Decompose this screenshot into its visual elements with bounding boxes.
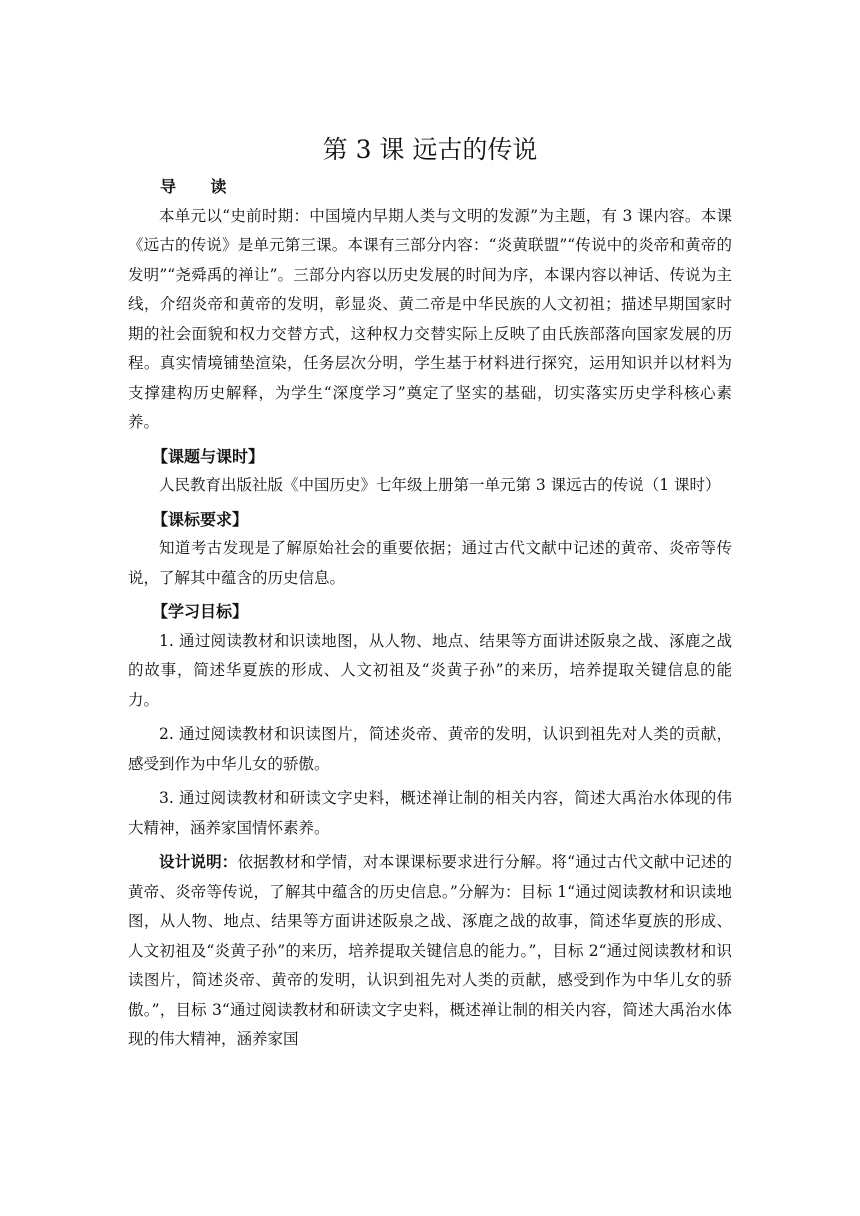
design-note-text: 依据教材和学情，对本课课标要求进行分解。将“通过古代文献中记述的黄帝、炎帝等传说，了解其中蕴含的历史信息。”分解为：目标 1“通过阅读教材和识读地图，从人物、地点、结果等方面讲述阪泉之战、涿鹿之战的故事，简述华夏族的形成、人文初祖及“炎黄子孙”的来历，培养提取关键信息的能力。”，目标 2“通过阅读教材和识读图片，简述炎帝、黄帝的发明，认识到祖先对人类的贡献，感受到作为中华儿女的骄傲。”，目标 3“通过阅读教材和研读文字史料，概述禅让制的相关内容，简述大禹治水体现的伟大精神，涵养家国 [128, 853, 732, 1048]
topic-paragraph: 人民教育出版社版《中国历史》七年级上册第一单元第 3 课远古的传说（1 课时） [159, 476, 721, 494]
objective-item-1: 1. 通过阅读教材和识读地图，从人物、地点、结果等方面讲述阪泉之战、涿鹿之战的故事，简述华夏族的形成、人文初祖及“炎黄子孙”的来历，培养提取关键信息的能力。 [128, 631, 732, 709]
objective-item-3: 3. 通过阅读教材和研读文字史料，概述禅让制的相关内容，简述大禹治水体现的伟大精神，涵养家国情怀素养。 [128, 789, 732, 837]
design-note-label: 设计说明： [159, 853, 238, 871]
document-page [128, 130, 732, 1055]
guide-heading: 导 读 [160, 177, 241, 196]
objectives-heading: 【学习目标】 [152, 602, 249, 621]
standard-paragraph: 知道考古发现是了解原始社会的重要依据；通过古代文献中记述的黄帝、炎帝等传说，了解其中蕴含的历史信息。 [128, 539, 732, 587]
objective-item-2: 2. 通过阅读教材和识读图片，简述炎帝、黄帝的发明，认识到祖先对人类的贡献，感受到作为中华儿女的骄傲。 [128, 725, 732, 773]
topic-heading: 【课题与课时】 [152, 446, 265, 466]
guide-paragraph: 本单元以“史前时期：中国境内早期人类与文明的发源”为主题，有 3 课内容。本课《远古的传说》是单元第三课。本课有三部分内容：“炎黄联盟”“传说中的炎帝和黄帝的发明”“尧舜禹的禅让”。三部分内容以历史发展的时间为序，本课内容以神话、传说为主线，介绍炎帝和黄帝的发明，彰显炎、黄二帝是中华民族的人文初祖；描述早期国家时期的社会面貌和权力交替方式，这种权力交替实际上反映了由氏族部落向国家发展的历程。真实情境铺垫渲染，任务层次分明，学生基于材料进行探究，运用知识并以材料为支撑建构历史解释，为学生“深度学习”奠定了坚实的基础，切实落实历史学科核心素养。 [128, 206, 732, 431]
standard-heading: 【课标要求】 [152, 509, 249, 529]
page-title: 第 3 课 远古的传说 [322, 135, 538, 164]
design-note-paragraph [128, 848, 732, 1055]
